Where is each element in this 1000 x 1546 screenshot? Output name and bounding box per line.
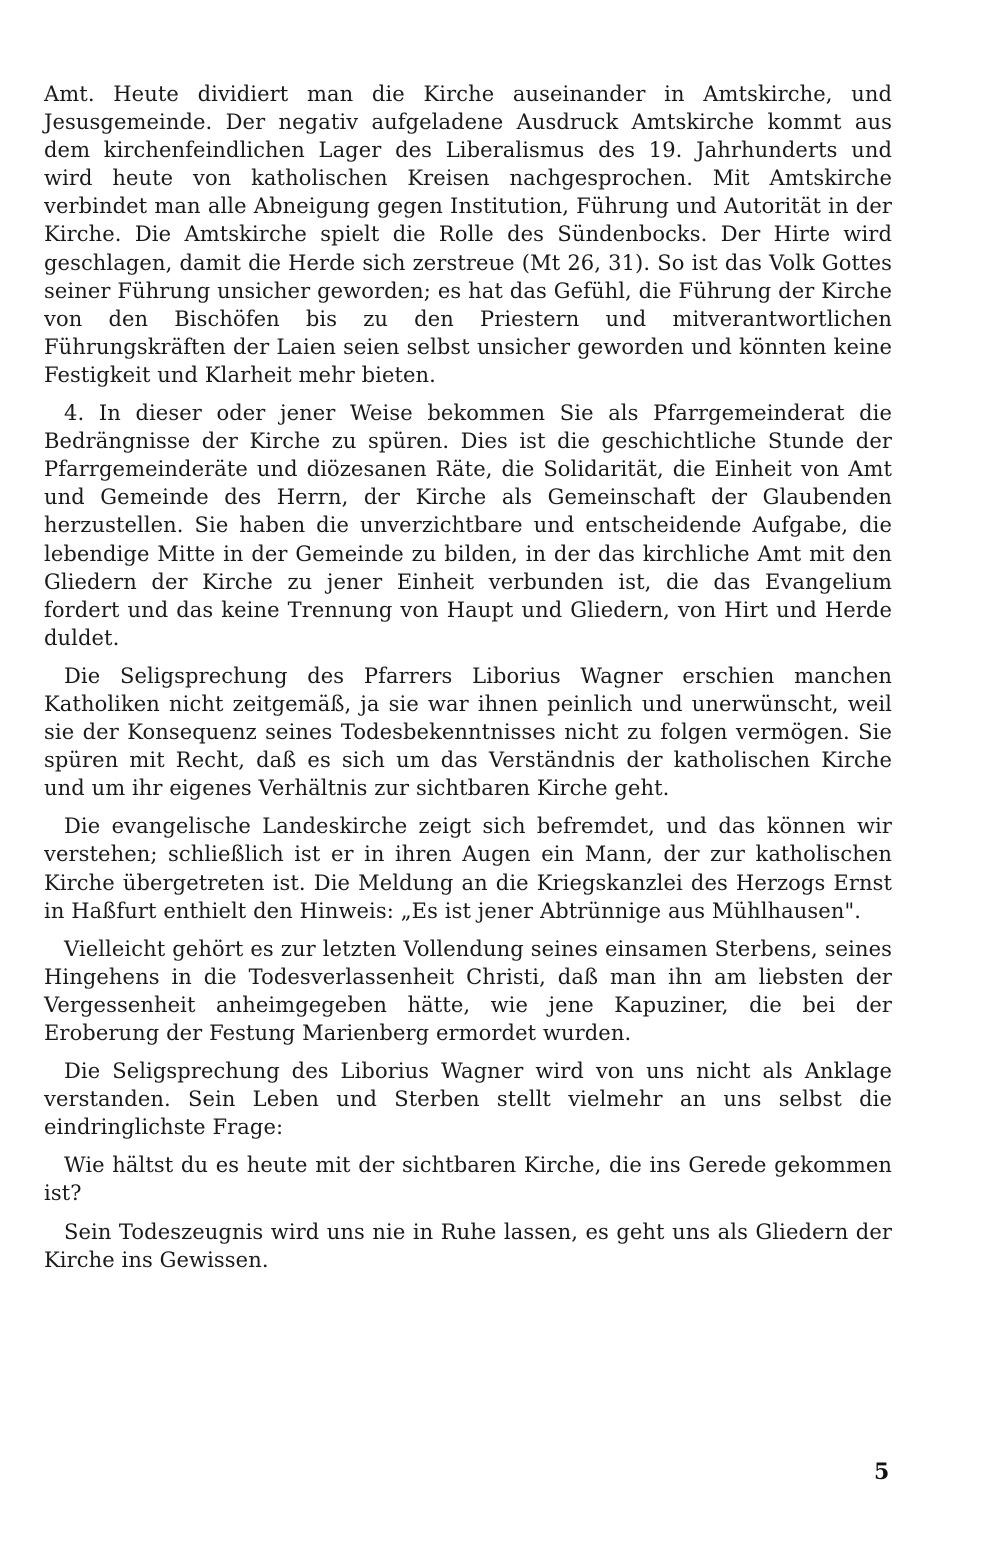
- paragraph-landeskirche: Die evangelische Landeskirche zeigt sich befremdet, und das können wir verstehen; schließlich ist er in ihren Augen ein Mann, der zur katholischen Kirche übergetreten ist. Die Meldung an die Kriegskanzlei des Herzogs Ernst in Haßfurt enthielt den Hinweis: „Es ist jener Abtrünnige aus Mühlhausen".: [44, 814, 892, 923]
- paragraph-frage: Wie hältst du es heute mit der sichtbaren Kirche, die ins Gerede gekommen ist?: [44, 1153, 892, 1206]
- paragraph-todeszeugnis: Sein Todeszeugnis wird uns nie in Ruhe lassen, es geht uns als Gliedern der Kirche ins Gewissen.: [44, 1219, 892, 1272]
- document-page: [44, 80, 892, 1284]
- paragraph-seligsprechung: Die Seligsprechung des Pfarrers Liborius Wagner erschien manchen Katholiken nicht zeitgemäß, ja sie war ihnen peinlich und unerwünscht, weil sie der Konsequenz seines Todesbekenntnisses nicht zu folgen vermögen. Sie spüren mit Recht, daß es sich um das Verständnis der katholischen Kirche und um ihr eigenes Verhältnis zur sichtbaren Kirche geht.: [44, 663, 892, 801]
- paragraph-pfarrgemeinderat: 4. In dieser oder jener Weise bekommen Sie als Pfarrgemeinderat die Bedrängnisse der Kirche zu spüren. Dies ist die geschichtliche Stunde der Pfarrgemeinderäte und diözesanen Räte, die Solidarität, die Einheit von Amt und Gemeinde des Herrn, der Kirche als Gemeinschaft der Glaubenden herzustellen. Sie haben die unverzichtbare und entscheidende Aufgabe, die lebendige Mitte in der Gemeinde zu bilden, in der das kirchliche Amt mit den Gliedern der Kirche zu jener Einheit verbunden ist, die das Evangelium fordert und das keine Trennung von Haupt und Gliedern, von Hirt und Herde duldet.: [44, 401, 892, 650]
- paragraph-amtskirche: Amt. Heute dividiert man die Kirche auseinander in Amtskirche, und Jesusgemeinde. Der negativ aufgeladene Ausdruck Amtskirche kommt aus dem kirchenfeindlichen Lager des Liberalismus des 19. Jahrhunderts und wird heute von katholischen Kreisen nachgesprochen. Mit Amtskirche verbindet man alle Abneigung gegen Institution, Führung und Autorität in der Kirche. Die Amtskirche spielt die Rolle des Sündenbocks. Der Hirte wird geschlagen, damit die Herde sich zerstreue (Mt 26, 31). So ist das Volk Gottes seiner Führung unsicher geworden; es hat das Gefühl, die Führung der Kirche von den Bischöfen bis zu den Priestern und mitverantwortlichen Führungskräften der Laien seien selbst unsicher geworden und könnten keine Festigkeit und Klarheit mehr bieten.: [44, 82, 892, 387]
- page-number: 5: [874, 1459, 890, 1485]
- paragraph-vollendung: Vielleicht gehört es zur letzten Vollendung seines einsamen Sterbens, seines Hingehens in die Todesverlassenheit Christi, daß man ihn am liebsten der Vergessenheit anheimgegeben hätte, wie jene Kapuziner, die bei der Eroberung der Festung Marienberg ermordet wurden.: [44, 936, 892, 1045]
- paragraph-anklage: Die Seligsprechung des Liborius Wagner wird von uns nicht als Anklage verstanden. Sein Leben und Sterben stellt vielmehr an uns selbst die eindringlichste Frage:: [44, 1059, 892, 1140]
